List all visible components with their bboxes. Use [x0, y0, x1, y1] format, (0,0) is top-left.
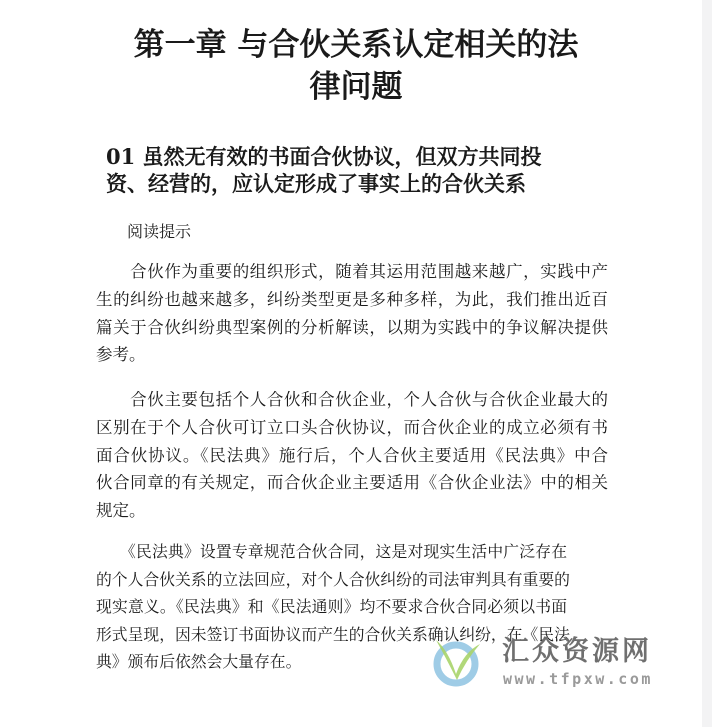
paragraph-line: 篇关于合伙纠纷典型案例的分析解读，以期为实践中的争议解决提供	[96, 317, 608, 337]
watermark-logo	[430, 630, 680, 690]
title-line: 律问题	[309, 69, 403, 105]
title-line: 第一章 与合伙关系认定相关的法	[133, 27, 579, 63]
paragraph-line: 现实意义。《民法典》和《民法通则》均不要求合伙合同必须以书面	[96, 597, 567, 616]
reading-hint-heading: 阅读提示	[127, 222, 192, 241]
paragraph-line: 区别在于个人合伙可订立口头合伙协议，而合伙企业的成立必须有书	[96, 417, 608, 437]
paragraph-line: 典》颁布后依然会大量存在。	[96, 652, 302, 671]
paragraph-line: 《民法典》设置专章规范合伙合同，这是对现实生活中广泛存在	[96, 542, 567, 561]
subtitle-line: 01 虽然无有效的书面合伙协议，但双方共同投	[106, 144, 542, 169]
paragraph-line: 面合伙协议。《民法典》施行后，个人合伙主要适用《民法典》中合	[96, 445, 608, 465]
watermark-name: 汇众资源网	[502, 636, 652, 667]
paragraph-line: 生的纠纷也越来越多，纠纷类型更是多种多样，为此，我们推出近百	[96, 289, 608, 309]
chapter-title	[0, 24, 712, 108]
watermark-url: www.tfpxw.com	[503, 670, 653, 688]
subtitle-line: 资、经营的，应认定形成了事实上的合伙关系	[106, 171, 526, 196]
paragraph-line: 参考。	[96, 345, 146, 365]
paragraph-line: 形式呈现，因未签订书面协议而产生的合伙关系确认纠纷，在《民法	[96, 624, 570, 644]
paragraph-line: 的个人合伙关系的立法回应，对个人合伙纠纷的司法审判具有重要的	[96, 569, 570, 589]
paragraph-line: 规定。	[96, 501, 146, 521]
paragraph-line: 合伙主要包括个人合伙和合伙企业，个人合伙与合伙企业最大的	[96, 390, 608, 409]
scrollbar[interactable]	[702, 0, 712, 727]
paragraph-line: 合伙作为重要的组织形式，随着其运用范围越来越广，实践中产	[96, 262, 608, 281]
section-title	[106, 143, 606, 197]
paragraph-2	[96, 386, 608, 525]
paragraph-line: 伙合同章的有关规定，而合伙企业主要适用《合伙企业法》中的相关	[96, 473, 608, 493]
paragraph-1	[96, 258, 608, 369]
